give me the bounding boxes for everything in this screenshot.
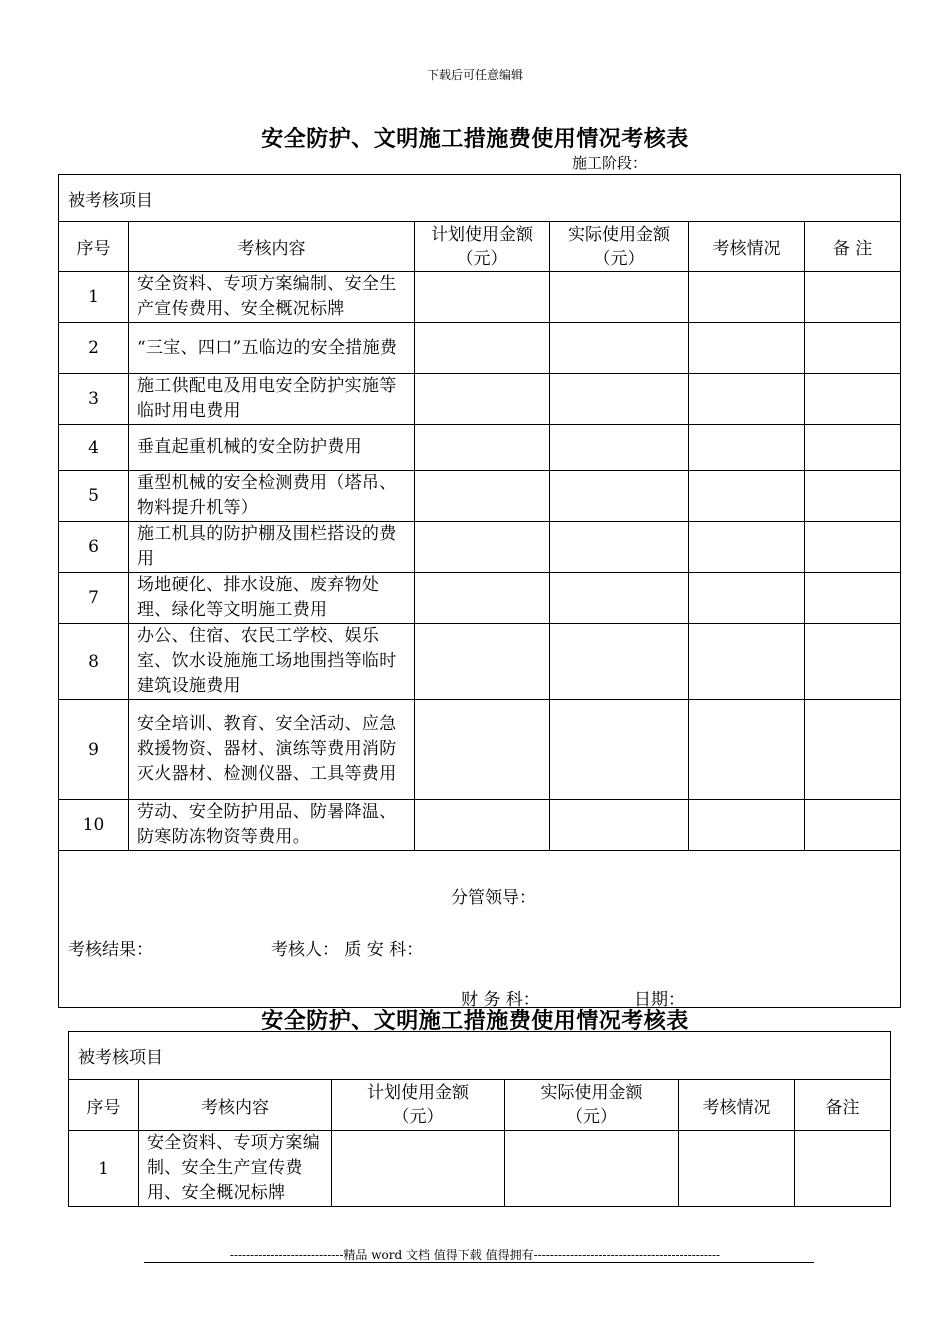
row-content: 场地硬化、排水设施、废弃物处理、绿化等文明施工费用 — [129, 573, 415, 624]
header-planned-line2: （元） — [456, 248, 508, 269]
row-content: 重型机械的安全检测费用（塔吊、物料提升机等） — [129, 471, 415, 522]
row-seq: 1 — [59, 272, 129, 323]
table-row — [59, 323, 901, 374]
header-planned-amount — [332, 1080, 505, 1131]
header-actual-line2: （元） — [593, 248, 645, 269]
actual-amount-cell[interactable] — [550, 800, 689, 851]
row-seq: 2 — [59, 323, 129, 374]
row-content: 施工机具的防护棚及围栏搭设的费用 — [129, 522, 415, 573]
table-row — [69, 1131, 891, 1207]
header-remarks: 备注 — [795, 1080, 891, 1131]
remarks-cell[interactable] — [805, 323, 901, 374]
table-row — [59, 522, 901, 573]
row-content: 垂直起重机械的安全防护费用 — [129, 425, 415, 471]
result-label: 考核结果： — [68, 940, 153, 960]
table-header-row — [69, 1080, 891, 1131]
table-row — [59, 374, 901, 425]
assessment-cell[interactable] — [689, 374, 805, 425]
table-row — [59, 425, 901, 471]
assessed-project-label: 被考核项目 — [59, 175, 901, 222]
row-content: 安全培训、教育、安全活动、应急救援物资、器材、演练等费用消防灭火器材、检测仪器、工具等费用 — [129, 700, 415, 800]
row-seq: 4 — [59, 425, 129, 471]
assessed-project-label: 被考核项目 — [69, 1032, 891, 1080]
date-label: 日期： — [634, 990, 685, 1010]
signature-section — [59, 851, 901, 1008]
assessment-cell[interactable] — [679, 1131, 795, 1207]
row-content: “三宝、四口”五临边的安全措施费 — [129, 323, 415, 374]
planned-amount-cell[interactable] — [415, 374, 550, 425]
remarks-cell[interactable] — [805, 522, 901, 573]
leader-label: 分管领导： — [451, 888, 536, 908]
header-content: 考核内容 — [129, 222, 415, 272]
row-content: 施工供配电及用电安全防护实施等临时用电费用 — [129, 374, 415, 425]
inspector-label: 考核人： 质 安 科： — [271, 940, 424, 960]
header-actual-amount — [550, 222, 689, 272]
remarks-cell[interactable] — [795, 1131, 891, 1207]
planned-amount-cell[interactable] — [415, 700, 550, 800]
header-planned-amount — [415, 222, 550, 272]
assessment-cell[interactable] — [689, 700, 805, 800]
planned-amount-cell[interactable] — [415, 323, 550, 374]
assessment-cell[interactable] — [689, 522, 805, 573]
page-title: 安全防护、文明施工措施费使用情况考核表 — [261, 126, 689, 152]
remarks-cell[interactable] — [805, 272, 901, 323]
assessment-cell[interactable] — [689, 323, 805, 374]
table-header-row — [59, 222, 901, 272]
planned-amount-cell[interactable] — [415, 800, 550, 851]
header-actual-line1: 实际使用金额 — [540, 1083, 643, 1103]
page-title-repeat: 安全防护、文明施工措施费使用情况考核表 — [261, 1008, 689, 1034]
row-seq: 10 — [59, 800, 129, 851]
construction-stage-label: 施工阶段： — [572, 154, 648, 172]
row-content: 劳动、安全防护用品、防暑降温、防寒防冻物资等费用。 — [129, 800, 415, 851]
planned-amount-cell[interactable] — [332, 1131, 505, 1207]
row-seq: 1 — [69, 1131, 139, 1207]
header-planned-line1: 计划使用金额 — [431, 224, 533, 245]
bottom-note: ----------------------------精品 word 文档 值得下载 值得拥有---------------------------------------------- — [229, 1248, 721, 1262]
header-planned-line1: 计划使用金额 — [367, 1083, 469, 1103]
actual-amount-cell[interactable] — [550, 700, 689, 800]
header-actual-line2: （元） — [566, 1107, 617, 1127]
assessment-cell[interactable] — [689, 425, 805, 471]
row-seq: 9 — [59, 700, 129, 800]
remarks-cell[interactable] — [805, 700, 901, 800]
actual-amount-cell[interactable] — [505, 1131, 679, 1207]
remarks-cell[interactable] — [805, 624, 901, 700]
actual-amount-cell[interactable] — [550, 624, 689, 700]
planned-amount-cell[interactable] — [415, 272, 550, 323]
row-content: 安全资料、专项方案编制、安全生产宣传费用、安全概况标牌 — [139, 1131, 332, 1207]
assessment-cell[interactable] — [689, 573, 805, 624]
assessment-cell[interactable] — [689, 471, 805, 522]
remarks-cell[interactable] — [805, 800, 901, 851]
remarks-cell[interactable] — [805, 425, 901, 471]
header-content: 考核内容 — [139, 1080, 332, 1131]
table-row — [59, 800, 901, 851]
header-remarks: 备 注 — [805, 222, 901, 272]
table-row — [59, 624, 901, 700]
remarks-cell[interactable] — [805, 573, 901, 624]
row-seq: 3 — [59, 374, 129, 425]
actual-amount-cell[interactable] — [550, 471, 689, 522]
table-row — [59, 700, 901, 800]
row-seq: 8 — [59, 624, 129, 700]
table-row — [59, 272, 901, 323]
row-seq: 5 — [59, 471, 129, 522]
header-seq: 序号 — [69, 1080, 139, 1131]
actual-amount-cell[interactable] — [550, 522, 689, 573]
header-actual-line1: 实际使用金额 — [568, 224, 670, 245]
finance-label: 财 务 科： — [461, 990, 540, 1010]
assessment-cell[interactable] — [689, 800, 805, 851]
actual-amount-cell[interactable] — [550, 374, 689, 425]
planned-amount-cell[interactable] — [415, 573, 550, 624]
actual-amount-cell[interactable] — [550, 425, 689, 471]
assessment-table-2 — [68, 1031, 891, 1207]
planned-amount-cell[interactable] — [415, 425, 550, 471]
assessment-cell[interactable] — [689, 624, 805, 700]
table-row — [59, 471, 901, 522]
actual-amount-cell[interactable] — [550, 323, 689, 374]
assessment-cell[interactable] — [689, 272, 805, 323]
header-note: 下载后可任意编辑 — [426, 68, 523, 82]
row-content: 安全资料、专项方案编制、安全生产宣传费用、安全概况标牌 — [129, 272, 415, 323]
bottom-divider — [144, 1262, 814, 1263]
planned-amount-cell[interactable] — [415, 522, 550, 573]
actual-amount-cell[interactable] — [550, 272, 689, 323]
header-actual-amount — [505, 1080, 679, 1131]
table-row — [59, 573, 901, 624]
header-assessment: 考核情况 — [689, 222, 805, 272]
planned-amount-cell[interactable] — [415, 624, 550, 700]
remarks-cell[interactable] — [805, 374, 901, 425]
header-planned-line2: （元） — [392, 1107, 444, 1127]
planned-amount-cell[interactable] — [415, 471, 550, 522]
actual-amount-cell[interactable] — [550, 573, 689, 624]
row-seq: 6 — [59, 522, 129, 573]
header-assessment: 考核情况 — [679, 1080, 795, 1131]
assessment-table — [58, 174, 901, 1008]
header-seq: 序号 — [59, 222, 129, 272]
row-seq: 7 — [59, 573, 129, 624]
remarks-cell[interactable] — [805, 471, 901, 522]
row-content: 办公、住宿、农民工学校、娱乐室、饮水设施施工场地围挡等临时建筑设施费用 — [129, 624, 415, 700]
